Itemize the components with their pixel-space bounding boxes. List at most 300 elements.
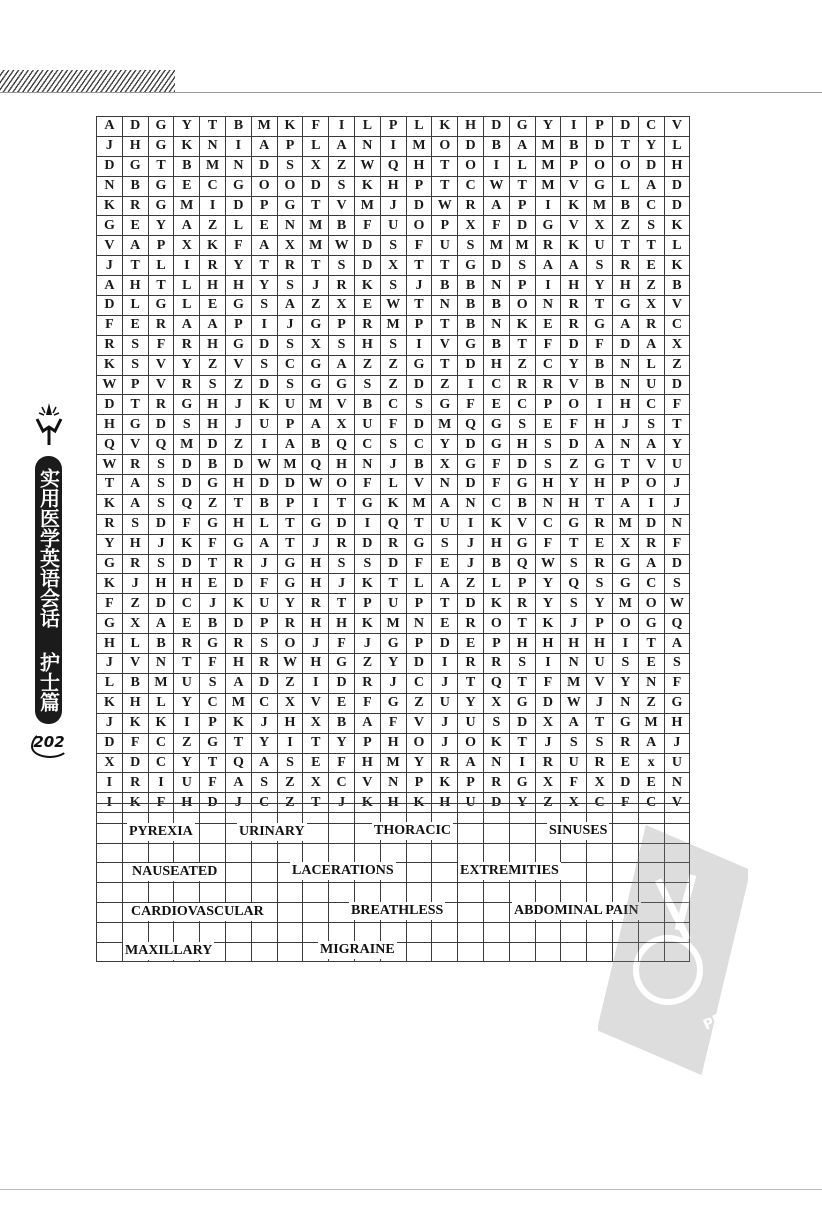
grid-cell: Q	[329, 435, 355, 455]
grid-cell: T	[329, 494, 355, 514]
grid-cell: T	[303, 733, 329, 753]
grid-cell: T	[97, 475, 123, 495]
grid-cell: E	[458, 634, 484, 654]
grid-cell: M	[380, 315, 406, 335]
word-bank-cell	[509, 922, 535, 942]
grid-cell: J	[225, 793, 251, 813]
grid-cell: Q	[483, 673, 509, 693]
grid-cell: S	[509, 415, 535, 435]
grid-cell: C	[587, 793, 613, 813]
grid-cell: S	[509, 256, 535, 276]
grid-cell: N	[432, 296, 458, 316]
grid-cell: H	[303, 554, 329, 574]
grid-cell: X	[587, 773, 613, 793]
grid-cell: A	[251, 753, 277, 773]
grid-cell: G	[148, 176, 174, 196]
grid-cell: J	[97, 654, 123, 674]
grid-cell: T	[200, 554, 226, 574]
grid-cell: V	[329, 395, 355, 415]
grid-cell: H	[483, 355, 509, 375]
word-migraine: MIGRAINE	[320, 942, 395, 957]
grid-cell: K	[225, 713, 251, 733]
grid-row	[97, 514, 690, 534]
grid-cell: J	[664, 733, 690, 753]
grid-cell: A	[174, 216, 200, 236]
grid-cell: F	[587, 335, 613, 355]
grid-cell: A	[561, 256, 587, 276]
grid-cell: Y	[612, 673, 638, 693]
grid-cell: K	[354, 614, 380, 634]
grid-cell: S	[535, 455, 561, 475]
grid-cell: U	[587, 654, 613, 674]
grid-cell: Z	[277, 773, 303, 793]
word-bank-cell	[612, 922, 638, 942]
grid-cell: W	[535, 554, 561, 574]
grid-cell: X	[483, 693, 509, 713]
word-bank-cell	[535, 804, 561, 824]
grid-cell: G	[587, 455, 613, 475]
grid-cell: A	[303, 415, 329, 435]
grid-cell: D	[406, 415, 432, 435]
word-bank-cell	[303, 922, 329, 942]
grid-cell: R	[148, 395, 174, 415]
grid-cell: S	[380, 236, 406, 256]
grid-cell: V	[587, 673, 613, 693]
grid-row	[97, 554, 690, 574]
grid-cell: Z	[535, 793, 561, 813]
grid-cell: U	[664, 753, 690, 773]
grid-cell: F	[174, 514, 200, 534]
grid-cell: K	[277, 117, 303, 137]
grid-cell: K	[354, 793, 380, 813]
grid-cell: L	[406, 574, 432, 594]
grid-cell: T	[174, 654, 200, 674]
grid-cell: R	[638, 315, 664, 335]
grid-cell: O	[561, 395, 587, 415]
grid-cell: G	[458, 455, 484, 475]
grid-cell: T	[432, 156, 458, 176]
grid-cell: L	[251, 514, 277, 534]
word-bank-cell	[638, 902, 664, 922]
grid-cell: G	[148, 136, 174, 156]
grid-cell: R	[225, 634, 251, 654]
grid-cell: H	[535, 634, 561, 654]
grid-cell: D	[200, 435, 226, 455]
grid-cell: Q	[509, 554, 535, 574]
grid-cell: D	[406, 654, 432, 674]
grid-cell: C	[251, 693, 277, 713]
grid-cell: D	[483, 793, 509, 813]
grid-cell: P	[122, 375, 148, 395]
grid-cell: T	[638, 634, 664, 654]
grid-cell: V	[509, 514, 535, 534]
grid-cell: E	[638, 654, 664, 674]
word-bank-cell	[277, 902, 303, 922]
grid-cell: H	[97, 415, 123, 435]
grid-cell: L	[97, 673, 123, 693]
grid-cell: P	[251, 614, 277, 634]
word-bank-cell	[664, 883, 690, 903]
grid-cell: I	[225, 136, 251, 156]
grid-cell: T	[225, 733, 251, 753]
grid-cell: C	[406, 435, 432, 455]
word-bank-cell	[97, 883, 123, 903]
grid-row	[97, 693, 690, 713]
grid-cell: E	[122, 216, 148, 236]
grid-cell: G	[122, 415, 148, 435]
grid-cell: D	[174, 475, 200, 495]
grid-cell: C	[509, 395, 535, 415]
grid-cell: H	[200, 335, 226, 355]
word-extremities: EXTREMITIES	[460, 863, 559, 878]
grid-cell: T	[612, 236, 638, 256]
word-bank-cell	[458, 902, 484, 922]
grid-cell: X	[303, 156, 329, 176]
grid-cell: L	[122, 296, 148, 316]
grid-cell: B	[329, 216, 355, 236]
grid-cell: R	[483, 654, 509, 674]
grid-cell: M	[535, 156, 561, 176]
grid-cell: J	[458, 554, 484, 574]
grid-cell: U	[251, 415, 277, 435]
grid-cell: T	[432, 176, 458, 196]
word-bank-cell	[664, 843, 690, 863]
grid-cell: O	[612, 156, 638, 176]
grid-cell: R	[535, 236, 561, 256]
word-bank-cell	[406, 883, 432, 903]
word-bank-cell	[432, 922, 458, 942]
grid-cell: V	[329, 196, 355, 216]
grid-cell: B	[251, 494, 277, 514]
grid-cell: I	[174, 713, 200, 733]
grid-cell: S	[277, 335, 303, 355]
grid-cell: Y	[148, 216, 174, 236]
grid-cell: D	[251, 156, 277, 176]
word-bank-cell	[380, 804, 406, 824]
word-bank-cell	[638, 942, 664, 962]
footer-rule	[0, 1189, 822, 1190]
grid-cell: G	[406, 355, 432, 375]
word-bank-cell	[406, 843, 432, 863]
grid-cell: G	[200, 514, 226, 534]
grid-cell: F	[354, 475, 380, 495]
grid-row	[97, 773, 690, 793]
grid-cell: B	[483, 335, 509, 355]
grid-row	[97, 296, 690, 316]
word-bank-row	[97, 883, 690, 903]
grid-cell: Z	[225, 435, 251, 455]
grid-cell: S	[148, 494, 174, 514]
grid-cell: G	[458, 335, 484, 355]
grid-cell: O	[406, 216, 432, 236]
grid-cell: A	[354, 713, 380, 733]
grid-cell: S	[251, 355, 277, 375]
word-bank-cell	[329, 804, 355, 824]
grid-cell: J	[148, 534, 174, 554]
grid-cell: I	[535, 276, 561, 296]
grid-cell: V	[638, 455, 664, 475]
grid-cell: P	[509, 196, 535, 216]
grid-cell: H	[303, 574, 329, 594]
grid-cell: T	[509, 614, 535, 634]
grid-cell: C	[406, 673, 432, 693]
grid-cell: G	[303, 375, 329, 395]
grid-cell: G	[277, 196, 303, 216]
grid-cell: L	[354, 117, 380, 137]
grid-cell: Y	[225, 256, 251, 276]
grid-cell: S	[561, 594, 587, 614]
grid-cell: C	[483, 375, 509, 395]
grid-cell: O	[277, 634, 303, 654]
grid-cell: T	[329, 594, 355, 614]
grid-cell: J	[406, 276, 432, 296]
grid-cell: O	[329, 475, 355, 495]
grid-cell: D	[122, 753, 148, 773]
grid-row	[97, 654, 690, 674]
grid-cell: Z	[200, 355, 226, 375]
grid-cell: R	[148, 315, 174, 335]
grid-cell: H	[122, 534, 148, 554]
grid-cell: C	[638, 117, 664, 137]
grid-cell: D	[251, 673, 277, 693]
word-urinary: URINARY	[239, 824, 305, 839]
grid-cell: F	[561, 773, 587, 793]
grid-cell: L	[612, 176, 638, 196]
grid-cell: G	[612, 554, 638, 574]
grid-row	[97, 355, 690, 375]
grid-cell: T	[303, 793, 329, 813]
grid-cell: T	[406, 514, 432, 534]
grid-cell: W	[561, 693, 587, 713]
grid-cell: U	[174, 673, 200, 693]
grid-cell: G	[97, 216, 123, 236]
word-bank-cell	[174, 922, 200, 942]
grid-cell: J	[303, 634, 329, 654]
grid-cell: K	[535, 614, 561, 634]
grid-cell: M	[380, 753, 406, 773]
grid-cell: E	[432, 614, 458, 634]
word-bank-cell	[483, 804, 509, 824]
grid-cell: I	[251, 435, 277, 455]
grid-cell: A	[97, 276, 123, 296]
word-bank-cell	[225, 863, 251, 883]
grid-cell: I	[148, 773, 174, 793]
grid-cell: B	[329, 713, 355, 733]
word-bank-cell	[406, 804, 432, 824]
grid-row	[97, 335, 690, 355]
grid-cell: P	[277, 415, 303, 435]
grid-cell: T	[561, 534, 587, 554]
grid-cell: D	[97, 296, 123, 316]
grid-cell: B	[303, 435, 329, 455]
grid-cell: Y	[174, 117, 200, 137]
grid-cell: K	[354, 276, 380, 296]
grid-cell: N	[535, 494, 561, 514]
grid-cell: P	[432, 216, 458, 236]
grid-row	[97, 435, 690, 455]
grid-cell: D	[535, 693, 561, 713]
grid-cell: N	[97, 176, 123, 196]
grid-cell: B	[458, 315, 484, 335]
grid-cell: K	[406, 793, 432, 813]
grid-cell: F	[380, 713, 406, 733]
grid-cell: F	[200, 534, 226, 554]
grid-row	[97, 713, 690, 733]
grid-cell: M	[561, 673, 587, 693]
grid-cell: E	[174, 614, 200, 634]
grid-cell: S	[122, 514, 148, 534]
grid-cell: R	[277, 256, 303, 276]
grid-cell: Z	[200, 494, 226, 514]
grid-cell: C	[535, 355, 561, 375]
grid-cell: Y	[97, 534, 123, 554]
grid-cell: W	[277, 654, 303, 674]
grid-cell: K	[122, 713, 148, 733]
grid-cell: H	[97, 634, 123, 654]
grid-cell: S	[458, 236, 484, 256]
grid-cell: T	[509, 335, 535, 355]
grid-cell: H	[509, 435, 535, 455]
grid-cell: J	[354, 634, 380, 654]
word-bank-cell	[277, 922, 303, 942]
grid-cell: Z	[664, 355, 690, 375]
word-bank-cell	[200, 922, 226, 942]
grid-cell: C	[638, 574, 664, 594]
word-bank-cell	[251, 883, 277, 903]
grid-cell: H	[354, 753, 380, 773]
grid-cell: I	[303, 673, 329, 693]
grid-cell: N	[612, 355, 638, 375]
grid-cell: A	[638, 435, 664, 455]
grid-cell: X	[329, 415, 355, 435]
grid-cell: H	[303, 654, 329, 674]
grid-row	[97, 733, 690, 753]
grid-row	[97, 634, 690, 654]
grid-cell: D	[587, 136, 613, 156]
grid-cell: Y	[174, 693, 200, 713]
grid-cell: Q	[664, 614, 690, 634]
grid-cell: U	[432, 693, 458, 713]
grid-cell: J	[225, 395, 251, 415]
grid-cell: Y	[535, 594, 561, 614]
grid-cell: G	[200, 733, 226, 753]
grid-cell: J	[251, 713, 277, 733]
grid-cell: J	[251, 554, 277, 574]
grid-cell: G	[483, 435, 509, 455]
grid-cell: M	[200, 156, 226, 176]
grid-cell: D	[251, 375, 277, 395]
grid-cell: F	[458, 395, 484, 415]
grid-cell: J	[587, 693, 613, 713]
word-bank-cell	[303, 804, 329, 824]
grid-cell: F	[483, 455, 509, 475]
grid-cell: S	[122, 355, 148, 375]
grid-cell: Y	[587, 594, 613, 614]
grid-cell: J	[329, 574, 355, 594]
grid-cell: A	[587, 435, 613, 455]
grid-cell: D	[612, 117, 638, 137]
grid-cell: B	[458, 296, 484, 316]
grid-cell: K	[664, 216, 690, 236]
grid-cell: F	[200, 654, 226, 674]
grid-cell: D	[483, 117, 509, 137]
grid-cell: F	[483, 475, 509, 495]
grid-cell: W	[251, 455, 277, 475]
grid-cell: T	[432, 256, 458, 276]
word-bank-cell	[303, 902, 329, 922]
grid-cell: I	[329, 117, 355, 137]
grid-cell: G	[303, 315, 329, 335]
grid-cell: T	[432, 594, 458, 614]
grid-cell: G	[200, 475, 226, 495]
grid-cell: H	[225, 654, 251, 674]
grid-row	[97, 236, 690, 256]
grid-cell: T	[148, 156, 174, 176]
grid-cell: G	[277, 554, 303, 574]
grid-cell: N	[612, 375, 638, 395]
grid-cell: D	[148, 594, 174, 614]
word-bank-cell	[458, 942, 484, 962]
svg-text:PDG: PDG	[700, 1005, 738, 1034]
grid-cell: U	[174, 773, 200, 793]
grid-cell: M	[509, 236, 535, 256]
grid-cell: E	[587, 534, 613, 554]
word-bank-cell	[225, 843, 251, 863]
word-bank-cell	[612, 942, 638, 962]
grid-row	[97, 415, 690, 435]
grid-cell: D	[148, 415, 174, 435]
grid-cell: H	[509, 634, 535, 654]
grid-cell: R	[277, 614, 303, 634]
grid-cell: B	[122, 176, 148, 196]
word-bank-cell	[122, 804, 148, 824]
grid-cell: J	[303, 276, 329, 296]
grid-cell: G	[354, 494, 380, 514]
grid-cell: R	[587, 554, 613, 574]
grid-cell: G	[406, 534, 432, 554]
word-breathless: BREATHLESS	[351, 903, 444, 918]
grid-cell: A	[561, 713, 587, 733]
grid-cell: K	[509, 315, 535, 335]
grid-cell: S	[406, 395, 432, 415]
word-bank-cell	[638, 804, 664, 824]
grid-cell: Y	[561, 475, 587, 495]
word-bank-cell	[97, 922, 123, 942]
grid-cell: H	[303, 614, 329, 634]
grid-cell: X	[277, 693, 303, 713]
grid-cell: E	[251, 216, 277, 236]
grid-cell: H	[225, 475, 251, 495]
grid-cell: H	[354, 335, 380, 355]
grid-cell: J	[561, 614, 587, 634]
grid-cell: S	[483, 713, 509, 733]
grid-cell: T	[432, 315, 458, 335]
word-bank-cell	[122, 883, 148, 903]
grid-cell: T	[200, 753, 226, 773]
grid-cell: U	[380, 216, 406, 236]
grid-cell: X	[97, 753, 123, 773]
word-bank-cell	[483, 902, 509, 922]
word-bank-cell	[561, 883, 587, 903]
word-bank-cell	[664, 863, 690, 883]
grid-cell: N	[638, 673, 664, 693]
grid-cell: M	[535, 176, 561, 196]
grid-cell: R	[638, 534, 664, 554]
word-bank-cell	[638, 922, 664, 942]
word-bank-cell	[122, 843, 148, 863]
grid-cell: G	[458, 256, 484, 276]
grid-cell: G	[97, 554, 123, 574]
